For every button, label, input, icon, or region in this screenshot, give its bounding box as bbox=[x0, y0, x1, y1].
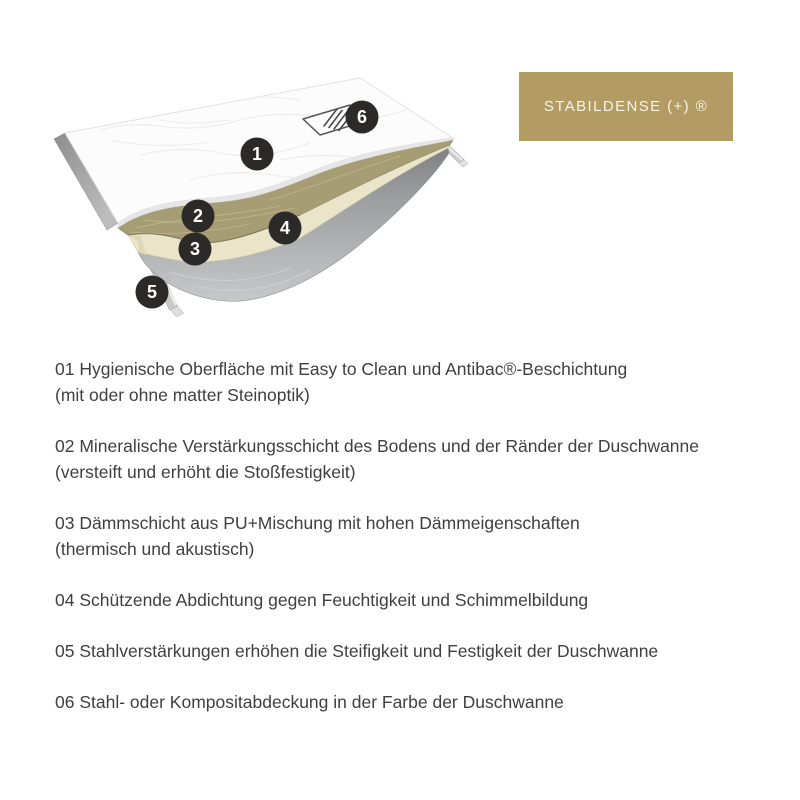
legend-item-number: 03 bbox=[55, 513, 75, 533]
brand-badge bbox=[519, 72, 733, 141]
marker-number: 4 bbox=[279, 218, 291, 238]
marker-2 bbox=[182, 200, 215, 233]
marker-5 bbox=[136, 276, 169, 309]
marker-number: 2 bbox=[192, 206, 204, 226]
brand-label: STABILDENSE (+) ® bbox=[543, 98, 709, 115]
legend-item-note: (thermisch und akustisch) bbox=[55, 539, 255, 559]
marker-6 bbox=[346, 101, 379, 134]
legend-item-text: Stahlverstärkungen erhöhen die Steifigkeit und Festigkeit der Duschwanne bbox=[79, 641, 659, 661]
legend bbox=[55, 356, 760, 740]
legend-item-06 bbox=[55, 689, 760, 715]
legend-item-number: 06 bbox=[55, 692, 75, 712]
legend-item-note: (versteift und erhöht die Stoßfestigkeit) bbox=[55, 462, 356, 482]
legend-item-number: 04 bbox=[55, 590, 75, 610]
legend-item-text: Stahl- oder Kompositabdeckung in der Farbe der Duschwanne bbox=[79, 692, 564, 712]
marker-number: 6 bbox=[356, 107, 368, 127]
legend-item-number: 02 bbox=[55, 436, 75, 456]
marker-number: 3 bbox=[189, 239, 201, 259]
marker-number: 1 bbox=[251, 144, 263, 164]
legend-item-number: 05 bbox=[55, 641, 75, 661]
marker-3 bbox=[179, 233, 212, 266]
legend-item-02 bbox=[55, 433, 760, 485]
shower-tray-layer-diagram bbox=[40, 60, 480, 320]
legend-item-text: Schützende Abdichtung gegen Feuchtigkeit und Schimmelbildung bbox=[79, 590, 589, 610]
legend-item-text: Dämmschicht aus PU+Mischung mit hohen Dämmeigenschaften bbox=[79, 513, 580, 533]
legend-item-text: Mineralische Verstärkungsschicht des Bodens und der Ränder der Duschwanne bbox=[79, 436, 699, 456]
legend-item-01 bbox=[55, 356, 760, 408]
marker-number: 5 bbox=[146, 282, 158, 302]
legend-item-03 bbox=[55, 510, 760, 562]
legend-item-05 bbox=[55, 638, 760, 664]
marker-4 bbox=[269, 212, 302, 245]
marker-1 bbox=[241, 138, 274, 171]
legend-item-note: (mit oder ohne matter Steinoptik) bbox=[55, 385, 310, 405]
legend-item-number: 01 bbox=[55, 359, 75, 379]
legend-item-text: Hygienische Oberfläche mit Easy to Clean und Antibac®-Beschichtung bbox=[79, 359, 628, 379]
legend-item-04 bbox=[55, 587, 760, 613]
